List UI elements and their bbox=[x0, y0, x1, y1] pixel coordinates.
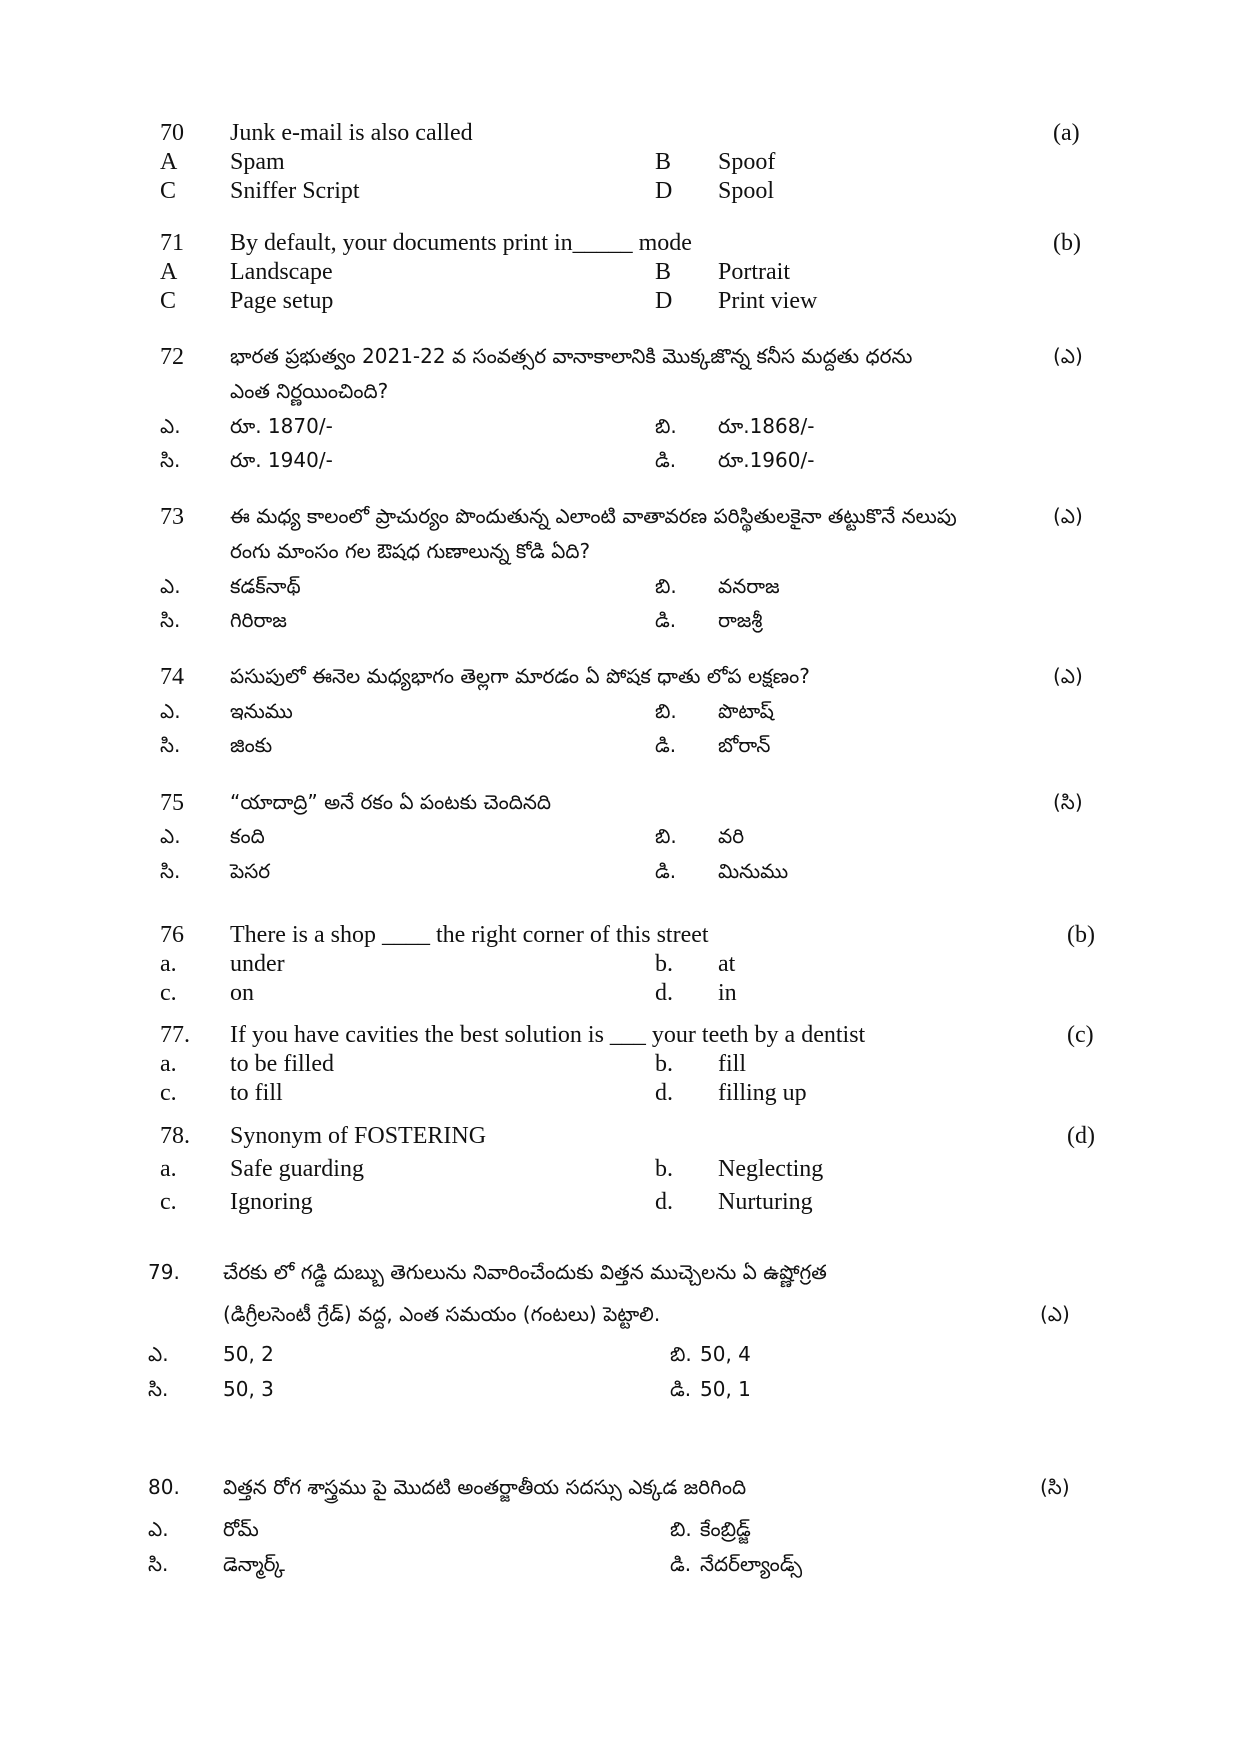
answer-key: (ఎ) bbox=[1053, 504, 1083, 528]
option-b-label: బి. bbox=[670, 1342, 692, 1366]
option-c-label: C bbox=[160, 178, 177, 204]
option-b-label: b. bbox=[655, 1051, 673, 1077]
option-b-text: పొటాష్ bbox=[718, 699, 774, 723]
option-c-text: డెన్మార్క్ bbox=[223, 1552, 285, 1576]
answer-key: (b) bbox=[1067, 922, 1095, 948]
option-d-label: డి. bbox=[655, 733, 677, 757]
question-text: By default, your documents print in_____ mode bbox=[230, 230, 692, 256]
option-d-text: in bbox=[718, 980, 737, 1006]
option-c-label: C bbox=[160, 288, 177, 314]
question-text-line-1: భారత ప్రభుత్వం 2021-22 వ సంవత్సర వానాకాలానికి మొక్కజొన్న కనీస మద్దతు ధరను bbox=[230, 344, 913, 368]
question-number: 70 bbox=[160, 120, 184, 146]
option-b-text: రూ.1868/- bbox=[718, 414, 815, 438]
question-number: 76 bbox=[160, 922, 184, 948]
option-d-label: D bbox=[655, 178, 673, 204]
option-b-text: 50, 4 bbox=[700, 1342, 751, 1366]
question-text-line-2: (డిగ్రీలసెంటీ గ్రేడ్) వద్ద, ఎంత సమయం (గంటలు) పెట్టాలి. bbox=[223, 1302, 661, 1326]
option-a-label: a. bbox=[160, 1156, 177, 1182]
option-a-text: under bbox=[230, 951, 285, 977]
answer-key: (సి) bbox=[1053, 790, 1083, 814]
option-d-text: నేదర్‌ల్యాండ్స్ bbox=[700, 1552, 803, 1576]
option-d-text: బోరాన్ bbox=[718, 733, 771, 757]
option-a-text: రూ. 1870/- bbox=[230, 414, 333, 438]
option-c-text: to fill bbox=[230, 1080, 283, 1106]
option-d-text: filling up bbox=[718, 1080, 807, 1106]
option-a-label: A bbox=[160, 149, 178, 175]
option-b-label: b. bbox=[655, 1156, 673, 1182]
answer-key: (ఎ) bbox=[1053, 344, 1083, 368]
option-c-label: c. bbox=[160, 980, 177, 1006]
question-text: “యాదాద్రి” అనే రకం ఏ పంటకు చెందినది bbox=[230, 790, 552, 814]
option-a-text: to be filled bbox=[230, 1051, 334, 1077]
answer-key: (ఎ) bbox=[1040, 1302, 1070, 1326]
option-b-label: b. bbox=[655, 951, 673, 977]
question-text: Junk e-mail is also called bbox=[230, 120, 473, 146]
option-d-text: Print view bbox=[718, 288, 818, 314]
option-c-label: c. bbox=[160, 1189, 177, 1215]
question-number: 80. bbox=[148, 1475, 180, 1499]
option-d-label: డి. bbox=[655, 608, 677, 632]
option-a-label: ఎ. bbox=[160, 699, 181, 723]
option-c-text: on bbox=[230, 980, 254, 1006]
answer-key: (ఎ) bbox=[1053, 664, 1083, 688]
option-c-text: Ignoring bbox=[230, 1189, 313, 1215]
option-d-label: డి. bbox=[670, 1377, 692, 1401]
option-d-text: Spool bbox=[718, 178, 775, 204]
option-c-text: Sniffer Script bbox=[230, 178, 360, 204]
question-number: 73 bbox=[160, 504, 184, 530]
option-b-text: Spoof bbox=[718, 149, 776, 175]
option-a-text: 50, 2 bbox=[223, 1342, 274, 1366]
option-a-label: a. bbox=[160, 1051, 177, 1077]
question-text-line-1: చేరకు లో గడ్డి దుబ్బు తెగులును నివారించేందుకు విత్తన ముచ్చెలను ఏ ఉష్ణోగ్రత bbox=[223, 1260, 827, 1284]
option-a-label: ఎ. bbox=[160, 824, 181, 848]
option-c-text: గిరిరాజ bbox=[230, 608, 287, 632]
answer-key: (b) bbox=[1053, 230, 1081, 256]
option-a-label: ఎ. bbox=[148, 1517, 169, 1541]
question-text: Synonym of FOSTERING bbox=[230, 1123, 487, 1149]
option-c-label: సి. bbox=[160, 733, 181, 757]
answer-key: (c) bbox=[1067, 1022, 1094, 1048]
option-a-label: ఎ. bbox=[148, 1342, 169, 1366]
option-d-text: Nurturing bbox=[718, 1189, 813, 1215]
question-text-line-1: ఈ మధ్య కాలంలో ప్రాచుర్యం పొందుతున్న ఎలాంటి వాతావరణ పరిస్థితులకైనా తట్టుకొనే నలుపు bbox=[230, 504, 957, 528]
option-d-label: d. bbox=[655, 980, 673, 1006]
option-d-text: 50, 1 bbox=[700, 1377, 751, 1401]
question-number: 78. bbox=[160, 1123, 190, 1149]
option-c-text: Page setup bbox=[230, 288, 334, 314]
option-a-text: కడక్‌నాథ్ bbox=[230, 574, 301, 598]
option-b-text: at bbox=[718, 951, 736, 977]
question-number: 79. bbox=[148, 1260, 180, 1284]
option-b-text: వరి bbox=[718, 824, 745, 848]
option-c-label: సి. bbox=[148, 1377, 169, 1401]
question-number: 72 bbox=[160, 344, 184, 370]
option-c-text: జింకు bbox=[230, 733, 273, 757]
option-c-label: సి. bbox=[148, 1552, 169, 1576]
question-text: There is a shop ____ the right corner of this street bbox=[230, 922, 709, 948]
answer-key: (d) bbox=[1067, 1123, 1095, 1149]
option-b-text: వనరాజ bbox=[718, 574, 780, 598]
option-d-label: డి. bbox=[670, 1552, 692, 1576]
option-a-text: కంది bbox=[230, 824, 265, 848]
answer-key: (a) bbox=[1053, 120, 1080, 146]
option-d-text: రాజశ్రీ bbox=[718, 608, 763, 632]
option-b-label: B bbox=[655, 259, 672, 285]
option-a-text: Spam bbox=[230, 149, 285, 175]
option-d-text: మినుము bbox=[718, 859, 789, 883]
option-d-label: D bbox=[655, 288, 673, 314]
question-text: పసుపులో ఈనెల మధ్యభాగం తెల్లగా మారడం ఏ పోషక ధాతు లోప లక్షణం? bbox=[230, 664, 810, 688]
option-b-label: బి. bbox=[655, 414, 677, 438]
option-a-text: ఇనుము bbox=[230, 699, 293, 723]
option-b-text: fill bbox=[718, 1051, 746, 1077]
option-b-label: బి. bbox=[655, 699, 677, 723]
question-text-line-2: రంగు మాంసం గల ఔషధ గుణాలున్న కోడి ఏది? bbox=[230, 539, 591, 563]
answer-key: (సి) bbox=[1040, 1475, 1070, 1499]
option-b-label: బి. bbox=[670, 1517, 692, 1541]
option-c-text: 50, 3 bbox=[223, 1377, 274, 1401]
option-c-text: పెసర bbox=[230, 859, 271, 883]
option-c-label: c. bbox=[160, 1080, 177, 1106]
option-b-label: బి. bbox=[655, 824, 677, 848]
option-b-label: B bbox=[655, 149, 672, 175]
question-number: 75 bbox=[160, 790, 184, 816]
option-a-text: Safe guarding bbox=[230, 1156, 364, 1182]
option-b-text: Portrait bbox=[718, 259, 790, 285]
option-d-label: d. bbox=[655, 1189, 673, 1215]
option-a-label: A bbox=[160, 259, 178, 285]
option-a-text: Landscape bbox=[230, 259, 333, 285]
option-d-label: డి. bbox=[655, 448, 677, 472]
option-d-label: d. bbox=[655, 1080, 673, 1106]
option-d-text: రూ.1960/- bbox=[718, 448, 815, 472]
option-c-label: సి. bbox=[160, 448, 181, 472]
option-a-label: a. bbox=[160, 951, 177, 977]
question-number: 71 bbox=[160, 230, 184, 256]
option-c-label: సి. bbox=[160, 608, 181, 632]
question-number: 74 bbox=[160, 664, 184, 690]
question-text-line-2: ఎంత నిర్ణయించింది? bbox=[230, 379, 389, 403]
option-c-text: రూ. 1940/- bbox=[230, 448, 333, 472]
option-b-text: Neglecting bbox=[718, 1156, 824, 1182]
option-d-label: డి. bbox=[655, 859, 677, 883]
question-text: విత్తన రోగ శాస్త్రము పై మొదటి అంతర్జాతీయ సదస్సు ఎక్కడ జరిగింది bbox=[223, 1475, 747, 1499]
option-c-label: సి. bbox=[160, 859, 181, 883]
question-number: 77. bbox=[160, 1022, 190, 1048]
question-text: If you have cavities the best solution is ___ your teeth by a dentist bbox=[230, 1022, 866, 1048]
option-b-text: కేంబ్రిడ్జ్ bbox=[700, 1517, 751, 1541]
option-b-label: బి. bbox=[655, 574, 677, 598]
option-a-label: ఎ. bbox=[160, 414, 181, 438]
option-a-text: రోమ్ bbox=[223, 1517, 259, 1541]
option-a-label: ఎ. bbox=[160, 574, 181, 598]
